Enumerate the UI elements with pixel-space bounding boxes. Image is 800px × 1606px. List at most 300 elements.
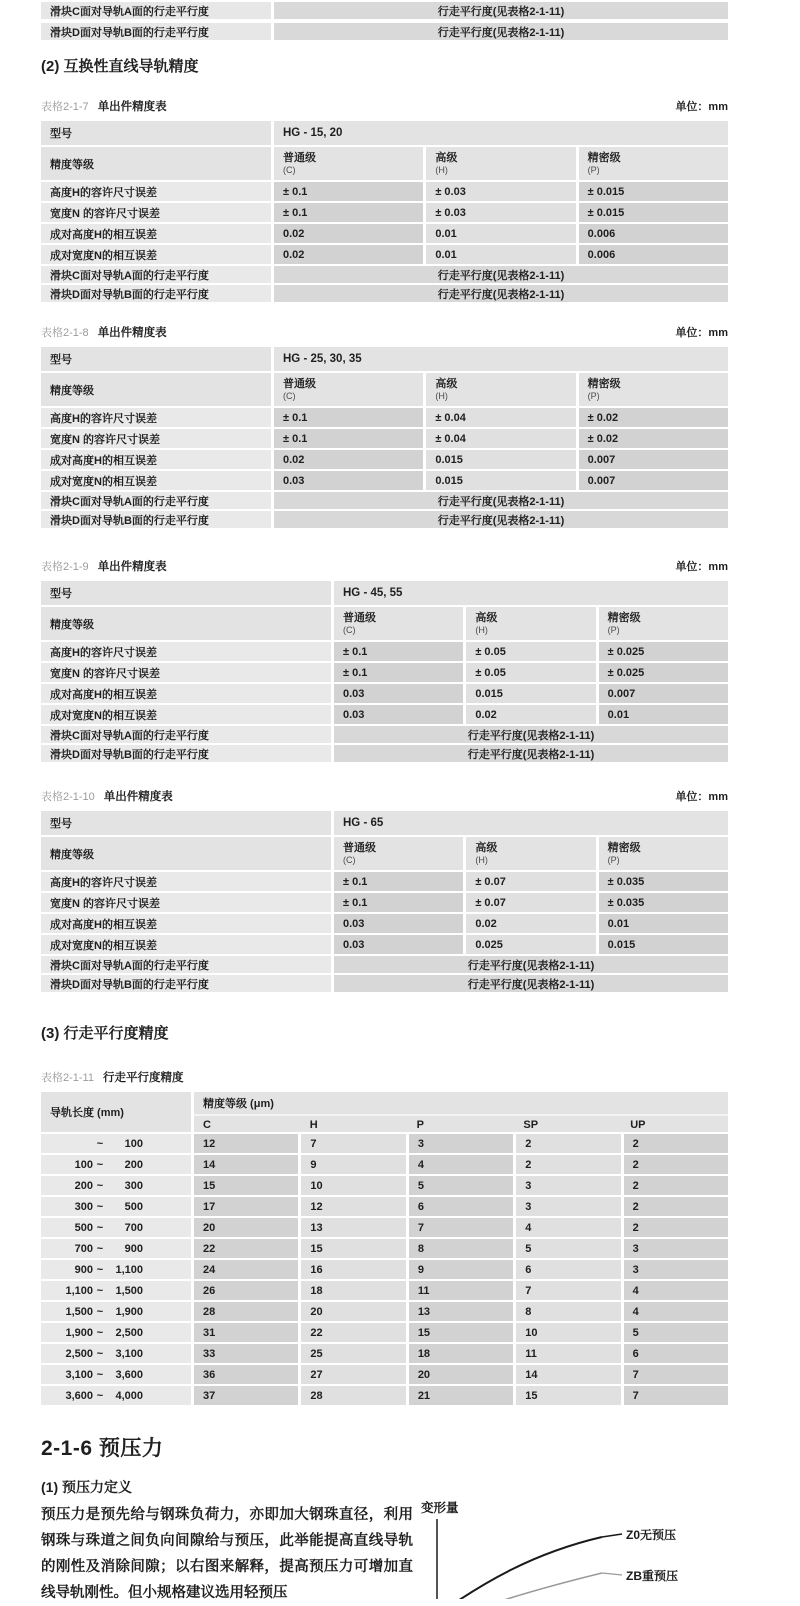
parallelism-value: 9 [409,1260,513,1279]
table-caption [41,1069,728,1085]
rail-length-range [41,1218,191,1237]
range-separator: ~ [96,1368,104,1381]
parallelism-value: 5 [409,1176,513,1195]
spec-row [41,429,728,448]
table-title: 单出件精度表 [97,101,167,113]
rail-length-row [41,1218,728,1237]
spec-value-c: 0.02 [274,224,423,243]
table-caption [41,98,728,114]
spec-row-label: 成对高度H的相互误差 [41,224,271,243]
parallelism-value: 10 [516,1323,620,1342]
range-to: 1,100 [115,1263,143,1276]
spec-value-c: 0.02 [274,245,423,264]
grade-col-precision [579,373,728,406]
grade-col-letter: SP [523,1119,539,1131]
range-separator: ~ [96,1263,104,1276]
spec-value-h: 0.025 [466,935,595,954]
section-2-heading: (2) 互换性直线导轨精度 [41,58,199,75]
row-value-span: 行走平行度(见表格2-1-11) [274,2,728,19]
parallelism-value: 4 [624,1302,728,1321]
spec-value-h: 0.01 [426,224,575,243]
grade-unit-header: 精度等级 (μm) [194,1093,728,1116]
spec-value-p: 0.006 [579,245,728,264]
grade-header-block [194,1092,728,1132]
deformation-chart [421,1491,728,1606]
precision-table-body [41,121,728,302]
parallelism-value: 2 [624,1155,728,1174]
rail-length-range [41,1365,191,1384]
range-to: 3,600 [115,1368,143,1381]
rail-length-range [41,1134,191,1153]
rail-length-row [41,1176,728,1195]
range-separator: ~ [96,1137,104,1150]
spec-row [41,872,728,891]
spec-row-label: 高度H的容许尺寸误差 [41,642,331,661]
grade-name: 普通级 [283,377,316,390]
parallelism-row [41,745,728,762]
parallelism-value: 17 [194,1197,298,1216]
parallelism-table [41,1092,728,1405]
spec-value-p: 0.015 [599,935,728,954]
parallelism-row-label: 滑块C面对导轨A面的行走平行度 [41,726,331,743]
spec-value-c: 0.02 [274,450,423,469]
table-number: 表格2-1-10 [41,791,95,803]
parallelism-value: 20 [301,1302,405,1321]
grade-header-row [41,147,728,180]
spec-row-label: 成对宽度N的相互误差 [41,471,271,490]
spec-row [41,935,728,954]
grade-label: 精度等级 [41,373,271,406]
spec-row-label: 宽度N 的容许尺寸误差 [41,203,271,222]
range-to: 300 [124,1179,143,1192]
spec-row-label: 宽度N 的容许尺寸误差 [41,429,271,448]
curve-z0-no-preload [443,1537,602,1599]
previous-table-fragment [41,2,728,40]
parallelism-value: 26 [194,1281,298,1300]
precision-table [41,788,728,992]
spec-value-h: 0.02 [466,914,595,933]
parallelism-row [41,285,728,302]
range-to: 2,500 [115,1326,143,1339]
rail-length-row [41,1134,728,1153]
range-separator: ~ [96,1158,104,1171]
parallelism-value: 14 [516,1365,620,1384]
model-value: HG - 45, 55 [334,581,728,605]
curve-z0-label: Z0无预压 [626,1528,677,1542]
spec-value-h: 0.015 [426,450,575,469]
rail-length-range [41,1260,191,1279]
model-row [41,811,728,835]
spec-value-h: ± 0.04 [426,408,575,427]
grade-code: (P) [607,854,620,865]
spec-value-p: ± 0.015 [579,182,728,201]
grade-col-high [466,837,595,870]
curve-zb-heavy-preload [471,1573,602,1599]
parallelism-value: 3 [516,1176,620,1195]
precision-table-body [41,581,728,762]
model-label: 型号 [41,581,331,605]
table-title: 行走平行度精度 [102,1072,184,1084]
precision-table-body [41,811,728,992]
parallelism-value: 13 [301,1218,405,1237]
grade-code: (C) [343,854,356,865]
parallelism-value: 7 [301,1134,405,1153]
y-axis-label: 变形量 [421,1501,459,1515]
grade-code: (H) [475,624,488,635]
grade-col-high [466,607,595,640]
rail-length-row [41,1197,728,1216]
grade-code: (P) [587,164,600,175]
grade-code: (H) [435,164,448,175]
range-to: 1,900 [115,1305,143,1318]
spec-row [41,893,728,912]
spec-row-label: 高度H的容许尺寸误差 [41,182,271,201]
parallelism-row-label: 滑块C面对导轨A面的行走平行度 [41,956,331,973]
grade-code: (C) [343,624,356,635]
preload-definition-block [41,1477,728,1606]
grade-name: 高级 [475,841,498,854]
parallelism-value: 15 [194,1176,298,1195]
range-from: 300 [74,1200,93,1213]
parallelism-value: 8 [409,1239,513,1258]
grade-name: 普通级 [343,611,376,624]
parallelism-value: 3 [624,1239,728,1258]
grade-name: 高级 [435,377,458,390]
spec-value-p: ± 0.02 [579,429,728,448]
parallelism-value: 13 [409,1302,513,1321]
table-row [41,2,728,19]
parallelism-value: 15 [516,1386,620,1405]
spec-value-c: ± 0.1 [334,642,463,661]
grade-name: 高级 [475,611,498,624]
spec-row [41,705,728,724]
spec-value-c: 0.03 [334,914,463,933]
range-to: 500 [124,1200,143,1213]
row-label: 滑块D面对导轨B面的行走平行度 [41,23,271,40]
spec-row-label: 成对宽度N的相互误差 [41,705,331,724]
spec-row-label: 高度H的容许尺寸误差 [41,872,331,891]
range-separator: ~ [96,1326,104,1339]
range-from: 100 [74,1158,93,1171]
model-value: HG - 15, 20 [274,121,728,145]
rail-length-row [41,1155,728,1174]
rail-length-header: 导轨长度 (mm) [41,1092,191,1132]
parallelism-value: 20 [194,1218,298,1237]
range-from: 1,100 [65,1284,93,1297]
parallelism-value: 2 [624,1218,728,1237]
grade-col-letter: P [416,1119,424,1131]
spec-value-h: 0.02 [466,705,595,724]
precision-table [41,558,728,762]
parallelism-value: 5 [516,1239,620,1258]
grade-col-precision [579,147,728,180]
spec-row [41,663,728,682]
table-title: 单出件精度表 [97,327,167,339]
spec-value-p: ± 0.035 [599,893,728,912]
spec-row-label: 成对高度H的相互误差 [41,684,331,703]
range-to: 200 [124,1158,143,1171]
rail-length-range [41,1386,191,1405]
model-row [41,581,728,605]
spec-value-p: ± 0.025 [599,663,728,682]
parallelism-row-label: 滑块D面对导轨B面的行走平行度 [41,511,271,528]
parallelism-row [41,956,728,973]
spec-value-h: ± 0.07 [466,872,595,891]
spec-value-h: 0.01 [426,245,575,264]
precision-table [41,324,728,528]
parallelism-table-rows [41,1134,728,1405]
grade-col-precision [599,837,728,870]
range-separator: ~ [96,1200,104,1213]
spec-value-h: ± 0.03 [426,203,575,222]
parallelism-row-value: 行走平行度(见表格2-1-11) [274,285,728,302]
unit-label: 单位：mm [675,791,728,803]
rail-length-row [41,1386,728,1405]
spec-row-label: 成对高度H的相互误差 [41,914,331,933]
model-row [41,347,728,371]
parallelism-row-label: 滑块D面对导轨B面的行走平行度 [41,285,271,302]
rail-length-range [41,1302,191,1321]
parallelism-row-value: 行走平行度(见表格2-1-11) [334,975,728,992]
grade-col-letter: C [203,1119,211,1131]
grade-code: (P) [587,390,600,401]
model-value: HG - 65 [334,811,728,835]
range-to: 100 [124,1137,143,1150]
deformation-chart-svg [421,1491,728,1599]
spec-value-p: ± 0.015 [579,203,728,222]
parallelism-row-label: 滑块C面对导轨A面的行走平行度 [41,492,271,509]
range-from: 3,100 [65,1368,93,1381]
parallelism-value: 21 [409,1386,513,1405]
parallelism-row-label: 滑块C面对导轨A面的行走平行度 [41,266,271,283]
model-label: 型号 [41,121,271,145]
model-label: 型号 [41,347,271,371]
spec-value-c: ± 0.1 [334,893,463,912]
preload-paragraph: 预压力是预先给与钢珠负荷力，亦即加大钢珠直径，利用钢珠与珠道之间负向间隙给与预压，此举能提高直线导轨的刚性及消除间隙；以右图来解释，提高预压力可增加直线导轨刚性。但小规格建议选用轻预压 [41,1507,413,1601]
grade-col-normal [334,837,463,870]
model-value: HG - 25, 30, 35 [274,347,728,371]
table-number: 表格2-1-7 [41,101,89,113]
curve-zb-label: ZB重预压 [626,1569,678,1583]
grade-label: 精度等级 [41,147,271,180]
parallelism-value: 20 [409,1365,513,1384]
parallelism-value: 7 [624,1386,728,1405]
parallelism-value: 2 [624,1197,728,1216]
grade-columns-row [194,1116,728,1131]
parallelism-row-value: 行走平行度(见表格2-1-11) [334,726,728,743]
parallelism-row [41,975,728,992]
range-to: 1,500 [115,1284,143,1297]
table-row [41,23,728,40]
spec-value-h: ± 0.07 [466,893,595,912]
grade-col-letter: H [309,1119,318,1131]
grade-code: (P) [607,624,620,635]
parallelism-row-value: 行走平行度(见表格2-1-11) [274,511,728,528]
spec-row [41,203,728,222]
grade-col-high [426,373,575,406]
spec-value-c: 0.03 [274,471,423,490]
grade-name: 高级 [435,151,458,164]
parallelism-value: 6 [624,1344,728,1363]
range-separator: ~ [96,1305,104,1318]
range-separator: ~ [96,1221,104,1234]
parallelism-row-value: 行走平行度(见表格2-1-11) [274,492,728,509]
grade-col-high [426,147,575,180]
parallelism-value: 36 [194,1365,298,1384]
rail-length-row [41,1239,728,1258]
parallelism-value: 5 [624,1323,728,1342]
grade-name: 精密级 [587,377,621,390]
parallelism-value: 12 [301,1197,405,1216]
table-title: 单出件精度表 [103,791,173,803]
parallelism-value: 9 [301,1155,405,1174]
parallelism-value: 16 [301,1260,405,1279]
parallelism-value: 10 [301,1176,405,1195]
grade-header-row [41,373,728,406]
parallelism-value: 3 [516,1197,620,1216]
parallelism-value: 2 [516,1134,620,1153]
range-separator: ~ [96,1389,104,1402]
rail-length-row [41,1260,728,1279]
range-to: 900 [124,1242,143,1255]
curve-z0-leader-line [602,1534,622,1537]
parallelism-row [41,726,728,743]
page-content [41,0,728,1606]
rail-length-row [41,1302,728,1321]
parallelism-value: 3 [624,1260,728,1279]
parallelism-row [41,511,728,528]
spec-value-p: ± 0.02 [579,408,728,427]
rail-length-row [41,1281,728,1300]
rail-length-range [41,1281,191,1300]
spec-value-p: 0.01 [599,914,728,933]
parallelism-value: 2 [516,1155,620,1174]
parallelism-value: 7 [624,1365,728,1384]
curve-zb-leader-line [602,1573,622,1575]
spec-value-h: ± 0.03 [426,182,575,201]
spec-row [41,408,728,427]
range-to: 700 [124,1221,143,1234]
range-separator: ~ [96,1179,104,1192]
range-from: 500 [74,1221,93,1234]
parallelism-value: 2 [624,1134,728,1153]
unit-label: 单位：mm [675,327,728,339]
spec-value-c: 0.03 [334,705,463,724]
parallelism-value: 6 [409,1197,513,1216]
parallelism-table-header [41,1092,728,1132]
parallelism-value: 24 [194,1260,298,1279]
table-title: 单出件精度表 [97,561,167,573]
precision-tables-group [41,98,728,992]
range-from: 900 [74,1263,93,1276]
spec-row-label: 宽度N 的容许尺寸误差 [41,663,331,682]
rail-length-range [41,1344,191,1363]
range-to: 4,000 [115,1389,143,1402]
spec-value-c: 0.03 [334,935,463,954]
parallelism-value: 18 [301,1281,405,1300]
spec-value-c: ± 0.1 [274,182,423,201]
rail-length-range [41,1176,191,1195]
grade-name: 普通级 [343,841,376,854]
rail-length-row [41,1323,728,1342]
range-from: 200 [74,1179,93,1192]
spec-row [41,642,728,661]
spec-value-p: 0.007 [579,450,728,469]
table-number: 表格2-1-8 [41,327,89,339]
spec-value-h: ± 0.05 [466,663,595,682]
spec-row [41,245,728,264]
spec-row [41,914,728,933]
preload-subheading: (1) 预压力定义 [41,1479,132,1495]
range-from: 1,900 [65,1326,93,1339]
parallelism-value: 31 [194,1323,298,1342]
parallelism-value: 15 [409,1323,513,1342]
parallelism-value: 11 [516,1344,620,1363]
parallelism-row-value: 行走平行度(见表格2-1-11) [334,956,728,973]
parallelism-value: 22 [194,1239,298,1258]
grade-code: (C) [283,390,296,401]
rail-length-range [41,1197,191,1216]
spec-value-p: 0.01 [599,705,728,724]
spec-row [41,182,728,201]
range-separator: ~ [96,1284,104,1297]
parallelism-value: 14 [194,1155,298,1174]
range-to: 3,100 [115,1347,143,1360]
grade-col-normal [274,147,423,180]
preload-text-column [41,1477,413,1606]
row-label: 滑块C面对导轨A面的行走平行度 [41,2,271,19]
parallelism-value: 11 [409,1281,513,1300]
parallelism-value: 18 [409,1344,513,1363]
unit-label: 单位：mm [675,101,728,113]
spec-row [41,684,728,703]
grade-name: 精密级 [607,611,641,624]
table-number: 表格2-1-9 [41,561,89,573]
spec-value-p: 0.006 [579,224,728,243]
spec-row [41,224,728,243]
range-separator: ~ [96,1242,104,1255]
parallelism-row-value: 行走平行度(见表格2-1-11) [274,266,728,283]
parallelism-row-label: 滑块D面对导轨B面的行走平行度 [41,975,331,992]
range-separator: ~ [96,1347,104,1360]
table-number: 表格2-1-11 [41,1072,94,1084]
parallelism-value: 7 [409,1218,513,1237]
parallelism-value: 22 [301,1323,405,1342]
spec-row-label: 宽度N 的容许尺寸误差 [41,893,331,912]
spec-value-h: ± 0.04 [426,429,575,448]
precision-table [41,98,728,302]
parallelism-value: 27 [301,1365,405,1384]
parallelism-value: 15 [301,1239,405,1258]
spec-value-c: ± 0.1 [274,408,423,427]
parallelism-value: 4 [409,1155,513,1174]
grade-header-row [41,837,728,870]
parallelism-value: 12 [194,1134,298,1153]
spec-row-label: 成对宽度N的相互误差 [41,245,271,264]
parallelism-row-value: 行走平行度(见表格2-1-11) [334,745,728,762]
spec-value-c: 0.03 [334,684,463,703]
spec-row-label: 成对宽度N的相互误差 [41,935,331,954]
parallelism-value: 3 [409,1134,513,1153]
grade-name: 精密级 [587,151,621,164]
row-value-span: 行走平行度(见表格2-1-11) [274,23,728,40]
unit-label: 单位：mm [675,561,728,573]
parallelism-value: 4 [516,1218,620,1237]
rail-length-row [41,1344,728,1363]
spec-value-p: 0.007 [599,684,728,703]
spec-row-label: 高度H的容许尺寸误差 [41,408,271,427]
spec-value-p: 0.007 [579,471,728,490]
